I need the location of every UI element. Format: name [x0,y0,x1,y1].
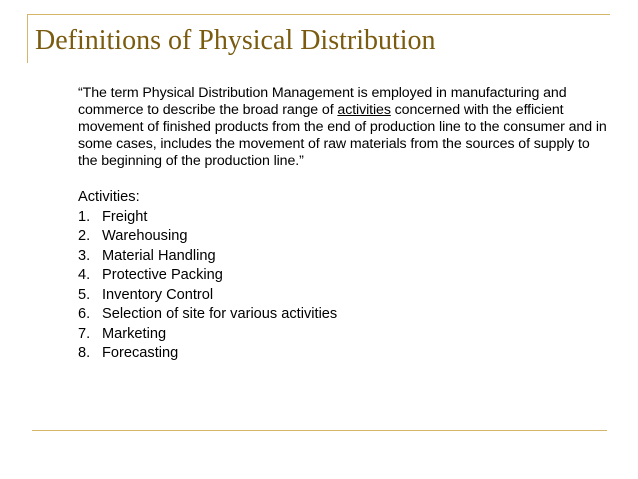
activities-link[interactable]: activities [337,102,391,118]
list-item [78,227,608,247]
list-item [78,344,608,364]
quote-text-start: “The term Physical Distribution Management is employed in manufacturing and commerce to describe the broad range of [78,85,567,118]
left-rule [27,14,28,63]
list-number: 2. [78,228,91,244]
list-item [78,247,608,267]
list-item [78,305,608,325]
bottom-rule [32,430,607,431]
list-label: Inventory Control [102,286,214,303]
list-number: 4. [78,267,91,283]
list-number: 7. [78,325,91,342]
list-label: Protective Packing [102,267,223,283]
activity-list [78,208,608,364]
quote-text-end: concerned with the efficient movement of finished products from the end of production line to the consumer and in some cases, includes the movement of raw materials from the sources of supply to the beginning of the production line.” [78,102,607,169]
list-item [78,208,608,228]
list-number: 1. [78,208,91,225]
list-number: 8. [78,345,91,361]
list-label: Marketing [102,325,167,342]
list-label: Warehousing [102,228,188,244]
definition-quote [78,85,608,170]
list-number: 5. [78,286,91,303]
top-rule [27,14,610,15]
list-label: Material Handling [102,247,216,264]
list-label: Forecasting [102,345,179,361]
list-item [78,266,608,286]
list-number: 3. [78,247,91,264]
list-item [78,325,608,345]
list-label: Freight [102,208,148,225]
slide-title: Definitions of Physical Distribution [35,25,436,56]
slide-body [78,85,608,364]
list-label: Selection of site for various activities [102,306,338,322]
activities-heading: Activities: [78,189,140,205]
list-item [78,286,608,306]
list-number: 6. [78,306,91,322]
